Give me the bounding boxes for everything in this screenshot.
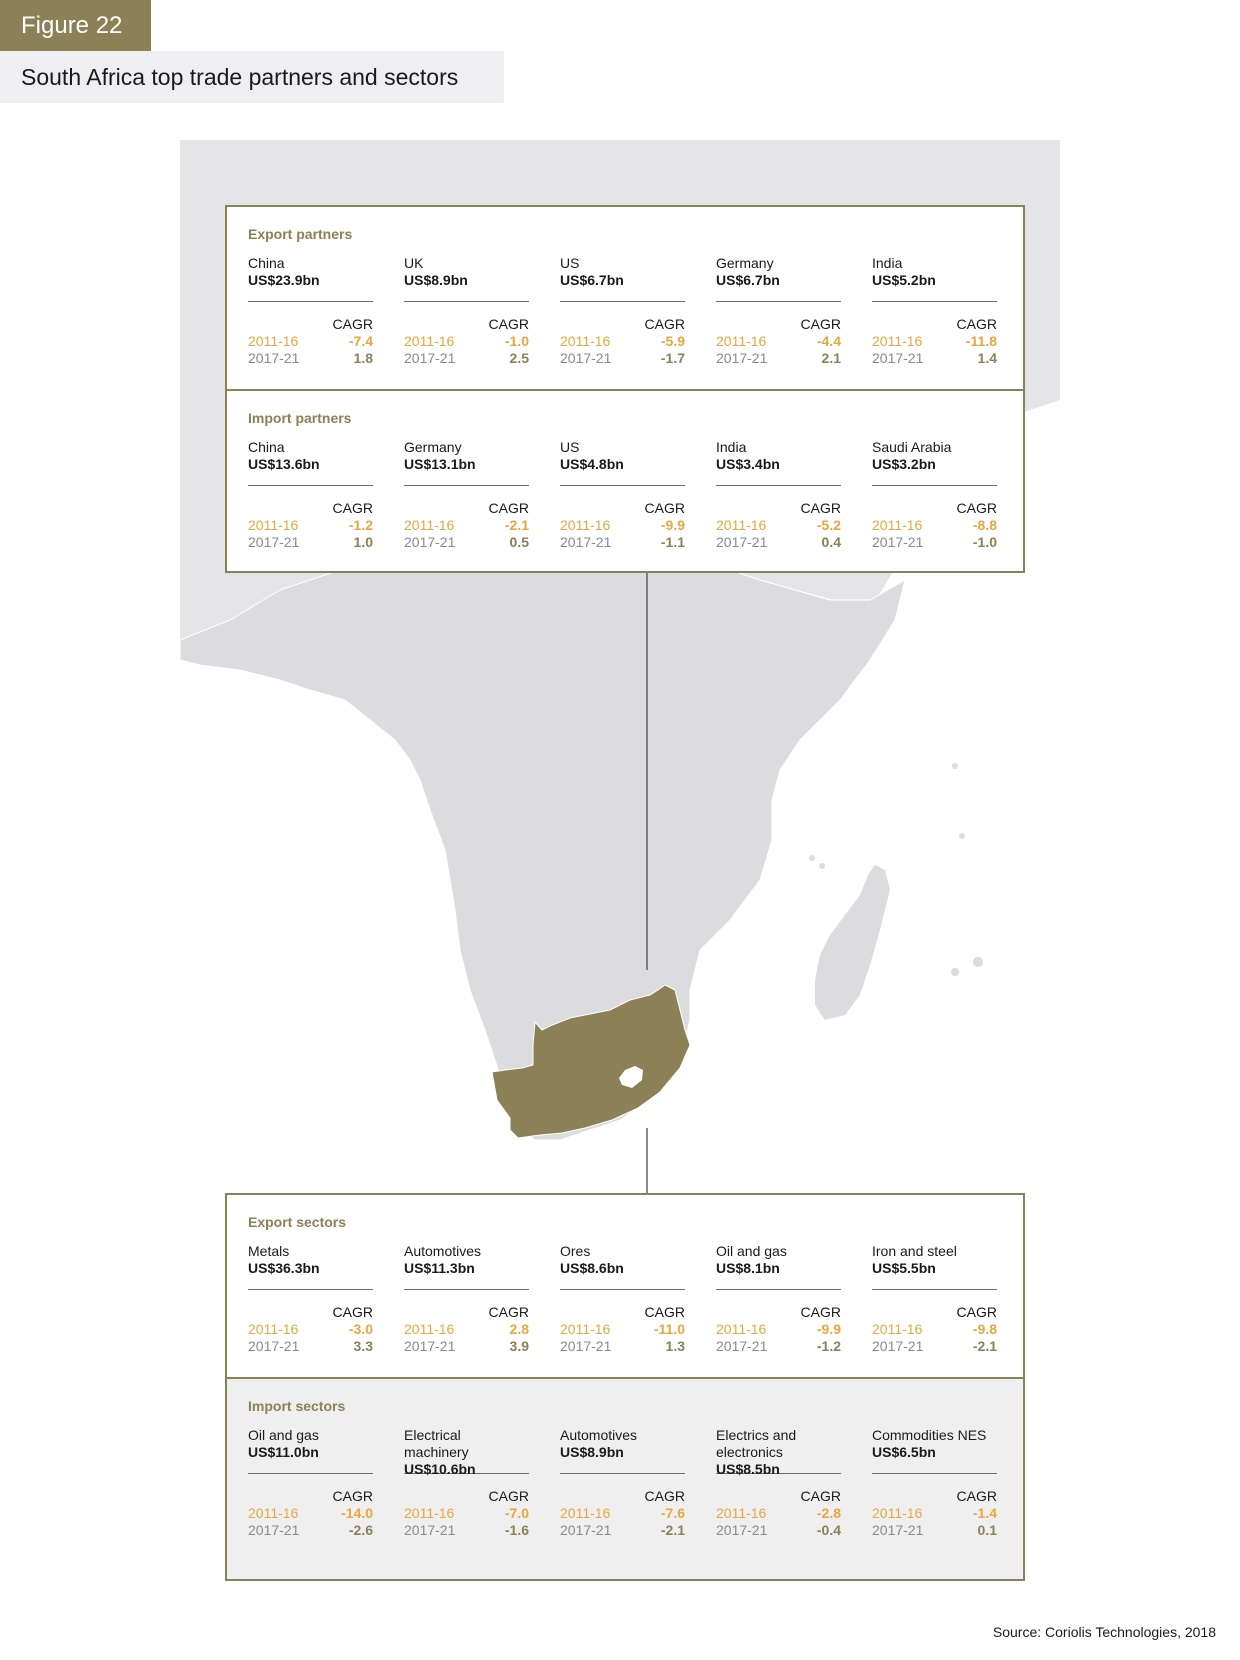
item-value: US$8.9bn: [404, 272, 468, 288]
period-label: 2017-21: [560, 1338, 612, 1354]
cagr-row-2017-21: [716, 1338, 841, 1355]
item-name: India: [872, 255, 903, 271]
cagr-row-2017-21: [248, 1338, 373, 1355]
trade-item: [248, 1243, 373, 1355]
divider: [248, 485, 373, 486]
cagr-value: -9.8: [972, 1321, 997, 1337]
item-name: US: [560, 439, 580, 455]
sectors-panel: [225, 1193, 1025, 1581]
items-row: [248, 1427, 1003, 1539]
item-value: US$3.4bn: [716, 456, 780, 472]
item-header: [560, 1427, 685, 1462]
item-header: [404, 255, 529, 290]
item-name: China: [248, 255, 285, 271]
item-name: China: [248, 439, 285, 455]
cagr-row-2011-16: [404, 1321, 529, 1338]
cagr-value: 1.4: [977, 350, 997, 366]
cagr-value: 1.0: [353, 534, 373, 550]
trade-item: [872, 439, 997, 551]
item-header: [248, 439, 373, 474]
cagr-value: -5.2: [816, 517, 841, 533]
cagr-value: 3.3: [353, 1338, 373, 1354]
divider: [248, 301, 373, 302]
item-name: Oil and gas: [248, 1427, 319, 1443]
period-label: 2011-16: [560, 1321, 611, 1337]
period-label: 2011-16: [560, 1505, 611, 1521]
cagr-value: -7.0: [504, 1505, 529, 1521]
item-name: Germany: [404, 439, 462, 455]
cagr-value: -8.8: [972, 517, 997, 533]
item-header: [872, 1427, 997, 1462]
cagr-row-2011-16: [560, 1505, 685, 1522]
item-name: US: [560, 255, 580, 271]
item-header: [404, 439, 529, 474]
cagr-value: 0.4: [821, 534, 841, 550]
cagr-label: CAGR: [956, 316, 997, 332]
cagr-row-2011-16: [716, 1505, 841, 1522]
trade-item: [248, 1427, 373, 1539]
period-label: 2017-21: [560, 350, 612, 366]
cagr-value: -11.8: [965, 333, 997, 349]
cagr-value: 1.8: [353, 350, 373, 366]
cagr-label: CAGR: [332, 1304, 373, 1320]
cagr-row-2011-16: [248, 333, 373, 350]
period-label: 2017-21: [404, 350, 456, 366]
cagr-label: CAGR: [332, 316, 373, 332]
divider: [872, 485, 997, 486]
divider: [404, 1289, 529, 1290]
period-label: 2017-21: [716, 1522, 768, 1538]
trade-item: [716, 1243, 841, 1355]
items-row: [248, 1243, 1003, 1355]
period-label: 2011-16: [404, 517, 455, 533]
item-header: [872, 255, 997, 290]
cagr-row-2017-21: [872, 350, 997, 367]
item-name: Electrical machinery: [404, 1427, 469, 1460]
period-label: 2011-16: [248, 1321, 299, 1337]
cagr-value: -2.1: [504, 517, 529, 533]
cagr-row-2017-21: [248, 1522, 373, 1539]
period-label: 2017-21: [872, 350, 924, 366]
divider: [560, 301, 685, 302]
item-header: [872, 1243, 997, 1278]
cagr-row-2017-21: [404, 350, 529, 367]
divider: [716, 301, 841, 302]
trade-item: [248, 439, 373, 551]
cagr-value: -9.9: [660, 517, 685, 533]
item-name: India: [716, 439, 747, 455]
divider: [716, 1289, 841, 1290]
period-label: 2011-16: [716, 1321, 767, 1337]
period-label: 2017-21: [872, 1338, 924, 1354]
cagr-label: CAGR: [800, 500, 841, 516]
divider: [404, 485, 529, 486]
madagascar: [815, 865, 890, 1020]
cagr-value: -3.0: [348, 1321, 373, 1337]
cagr-label: CAGR: [332, 1488, 373, 1504]
divider: [560, 1473, 685, 1474]
cagr-label: CAGR: [488, 1304, 529, 1320]
trade-item: [560, 255, 685, 367]
cagr-row-2017-21: [560, 350, 685, 367]
item-header: [248, 255, 373, 290]
period-label: 2017-21: [404, 1522, 456, 1538]
item-name: Electrics and electronics: [716, 1427, 797, 1460]
items-row: [248, 439, 1003, 551]
cagr-row-2017-21: [404, 1522, 529, 1539]
trade-item: [404, 1243, 529, 1355]
cagr-row-2017-21: [716, 350, 841, 367]
section-heading: Export sectors: [248, 1214, 347, 1230]
cagr-label: CAGR: [800, 1304, 841, 1320]
cagr-label: CAGR: [644, 500, 685, 516]
cagr-row-2011-16: [716, 1321, 841, 1338]
period-label: 2011-16: [716, 517, 767, 533]
cagr-value: -1.1: [660, 534, 685, 550]
cagr-label: CAGR: [956, 500, 997, 516]
cagr-value: -9.9: [816, 1321, 841, 1337]
cagr-row-2017-21: [716, 1522, 841, 1539]
trade-item: [716, 255, 841, 367]
cagr-label: CAGR: [644, 1488, 685, 1504]
cagr-row-2011-16: [248, 1505, 373, 1522]
cagr-row-2017-21: [248, 534, 373, 551]
item-header: [404, 1243, 529, 1278]
cagr-row-2011-16: [248, 1321, 373, 1338]
divider: [716, 485, 841, 486]
cagr-row-2017-21: [560, 534, 685, 551]
trade-item: [872, 1243, 997, 1355]
cagr-row-2017-21: [872, 1338, 997, 1355]
trade-item: [404, 1427, 529, 1539]
divider: [872, 1289, 997, 1290]
cagr-row-2011-16: [872, 1321, 997, 1338]
cagr-row-2017-21: [404, 1338, 529, 1355]
item-header: [560, 255, 685, 290]
item-value: US$13.6bn: [248, 456, 320, 472]
trade-item: [560, 1243, 685, 1355]
period-label: 2017-21: [716, 1338, 768, 1354]
period-label: 2011-16: [248, 517, 299, 533]
cagr-row-2017-21: [404, 534, 529, 551]
section-export-sectors: [227, 1195, 1023, 1377]
period-label: 2017-21: [716, 534, 768, 550]
cagr-value: -4.4: [816, 333, 841, 349]
figure-label: Figure 22: [0, 0, 151, 51]
item-value: US$4.8bn: [560, 456, 624, 472]
cagr-value: -11.0: [653, 1321, 685, 1337]
cagr-row-2011-16: [872, 333, 997, 350]
item-header: [716, 255, 841, 290]
cagr-row-2017-21: [872, 1522, 997, 1539]
item-name: Iron and steel: [872, 1243, 957, 1259]
item-value: US$6.7bn: [560, 272, 624, 288]
figure-title: South Africa top trade partners and sectors: [0, 51, 504, 103]
cagr-value: -7.6: [660, 1505, 685, 1521]
item-value: US$13.1bn: [404, 456, 476, 472]
cagr-label: CAGR: [488, 316, 529, 332]
cagr-row-2017-21: [248, 350, 373, 367]
item-value: US$6.5bn: [872, 1444, 936, 1460]
trade-item: [560, 1427, 685, 1539]
trade-item: [404, 255, 529, 367]
period-label: 2011-16: [716, 1505, 767, 1521]
cagr-row-2011-16: [404, 333, 529, 350]
cagr-row-2011-16: [560, 1321, 685, 1338]
period-label: 2017-21: [404, 534, 456, 550]
period-label: 2017-21: [248, 350, 300, 366]
item-value: US$11.0bn: [248, 1444, 319, 1460]
item-name: UK: [404, 255, 424, 271]
section-heading: Import partners: [248, 410, 352, 426]
item-value: US$8.5bn: [716, 1461, 780, 1477]
item-name: Germany: [716, 255, 774, 271]
period-label: 2011-16: [248, 333, 299, 349]
cagr-value: -1.2: [816, 1338, 841, 1354]
cagr-value: -5.9: [660, 333, 685, 349]
period-label: 2017-21: [560, 534, 612, 550]
cagr-value: 2.5: [509, 350, 529, 366]
item-header: [716, 439, 841, 474]
item-header: [716, 1243, 841, 1278]
cagr-label: CAGR: [800, 316, 841, 332]
period-label: 2017-21: [248, 1338, 300, 1354]
cagr-value: -1.7: [660, 350, 685, 366]
period-label: 2011-16: [872, 333, 923, 349]
item-value: US$5.2bn: [872, 272, 936, 288]
cagr-row-2017-21: [560, 1338, 685, 1355]
item-value: US$8.6bn: [560, 1260, 624, 1276]
cagr-value: -2.1: [660, 1522, 685, 1538]
item-header: [248, 1427, 373, 1462]
section-export-partners: [227, 207, 1023, 389]
trade-item: [872, 255, 997, 367]
cagr-value: 2.8: [509, 1321, 529, 1337]
trade-item: [716, 1427, 841, 1539]
period-label: 2017-21: [716, 350, 768, 366]
period-label: 2011-16: [560, 333, 611, 349]
trade-item: [872, 1427, 997, 1539]
cagr-label: CAGR: [332, 500, 373, 516]
period-label: 2017-21: [248, 534, 300, 550]
divider: [248, 1473, 373, 1474]
cagr-value: -2.1: [972, 1338, 997, 1354]
period-label: 2017-21: [872, 534, 924, 550]
period-label: 2011-16: [716, 333, 767, 349]
cagr-label: CAGR: [644, 316, 685, 332]
cagr-label: CAGR: [956, 1488, 997, 1504]
cagr-value: -14.0: [341, 1505, 373, 1521]
cagr-value: -7.4: [348, 333, 373, 349]
item-value: US$8.1bn: [716, 1260, 780, 1276]
item-name: Oil and gas: [716, 1243, 787, 1259]
cagr-row-2011-16: [716, 517, 841, 534]
item-header: [872, 439, 997, 474]
cagr-label: CAGR: [644, 1304, 685, 1320]
item-value: US$36.3bn: [248, 1260, 320, 1276]
section-heading: Export partners: [248, 226, 353, 242]
cagr-value: -1.0: [504, 333, 529, 349]
item-value: US$11.3bn: [404, 1260, 475, 1276]
cagr-value: -2.6: [348, 1522, 373, 1538]
item-value: US$6.7bn: [716, 272, 780, 288]
divider: [404, 301, 529, 302]
period-label: 2017-21: [560, 1522, 612, 1538]
cagr-value: 3.9: [509, 1338, 529, 1354]
cagr-value: -1.6: [504, 1522, 529, 1538]
divider: [248, 1289, 373, 1290]
period-label: 2011-16: [404, 1321, 455, 1337]
cagr-value: -0.4: [816, 1522, 841, 1538]
cagr-value: 1.3: [665, 1338, 685, 1354]
period-label: 2011-16: [404, 1505, 455, 1521]
cagr-row-2017-21: [560, 1522, 685, 1539]
period-label: 2011-16: [560, 517, 611, 533]
period-label: 2011-16: [872, 1505, 923, 1521]
section-import-partners: [227, 389, 1023, 571]
item-name: Ores: [560, 1243, 591, 1259]
period-label: 2011-16: [404, 333, 455, 349]
partners-panel: [225, 205, 1025, 573]
divider: [872, 1473, 997, 1474]
cagr-row-2017-21: [716, 534, 841, 551]
item-header: [248, 1243, 373, 1278]
trade-item: [560, 439, 685, 551]
item-value: US$8.9bn: [560, 1444, 624, 1460]
section-import-sectors: [227, 1377, 1023, 1579]
source-note: Source: Coriolis Technologies, 2018: [992, 1624, 1216, 1640]
cagr-row-2011-16: [248, 517, 373, 534]
divider: [872, 301, 997, 302]
cagr-row-2011-16: [716, 333, 841, 350]
cagr-value: -1.0: [972, 534, 997, 550]
divider: [560, 485, 685, 486]
period-label: 2011-16: [248, 1505, 299, 1521]
cagr-label: CAGR: [488, 1488, 529, 1504]
cagr-row-2011-16: [560, 517, 685, 534]
item-name: Commodities NES: [872, 1427, 987, 1443]
cagr-value: -1.2: [348, 517, 373, 533]
section-heading: Import sectors: [248, 1398, 346, 1414]
item-value: US$10.6bn: [404, 1461, 476, 1477]
trade-item: [716, 439, 841, 551]
item-header: [404, 1427, 529, 1477]
items-row: [248, 255, 1003, 367]
item-name: Saudi Arabia: [872, 439, 952, 455]
cagr-row-2011-16: [872, 1505, 997, 1522]
item-value: US$3.2bn: [872, 456, 936, 472]
item-name: Metals: [248, 1243, 290, 1259]
cagr-value: 2.1: [821, 350, 841, 366]
item-header: [716, 1427, 841, 1477]
item-name: Automotives: [404, 1243, 482, 1259]
period-label: 2017-21: [872, 1522, 924, 1538]
item-name: Automotives: [560, 1427, 638, 1443]
cagr-row-2011-16: [404, 1505, 529, 1522]
cagr-label: CAGR: [800, 1488, 841, 1504]
cagr-value: 0.5: [509, 534, 529, 550]
item-header: [560, 439, 685, 474]
item-value: US$5.5bn: [872, 1260, 936, 1276]
item-value: US$23.9bn: [248, 272, 320, 288]
cagr-value: 0.1: [977, 1522, 997, 1538]
period-label: 2011-16: [872, 517, 923, 533]
cagr-value: -1.4: [972, 1505, 997, 1521]
period-label: 2017-21: [248, 1522, 300, 1538]
item-header: [560, 1243, 685, 1278]
divider: [560, 1289, 685, 1290]
period-label: 2011-16: [872, 1321, 923, 1337]
period-label: 2017-21: [404, 1338, 456, 1354]
cagr-row-2011-16: [560, 333, 685, 350]
cagr-value: -2.8: [816, 1505, 841, 1521]
trade-item: [248, 255, 373, 367]
cagr-row-2011-16: [872, 517, 997, 534]
cagr-row-2017-21: [872, 534, 997, 551]
trade-item: [404, 439, 529, 551]
cagr-label: CAGR: [956, 1304, 997, 1320]
cagr-label: CAGR: [488, 500, 529, 516]
cagr-row-2011-16: [404, 517, 529, 534]
